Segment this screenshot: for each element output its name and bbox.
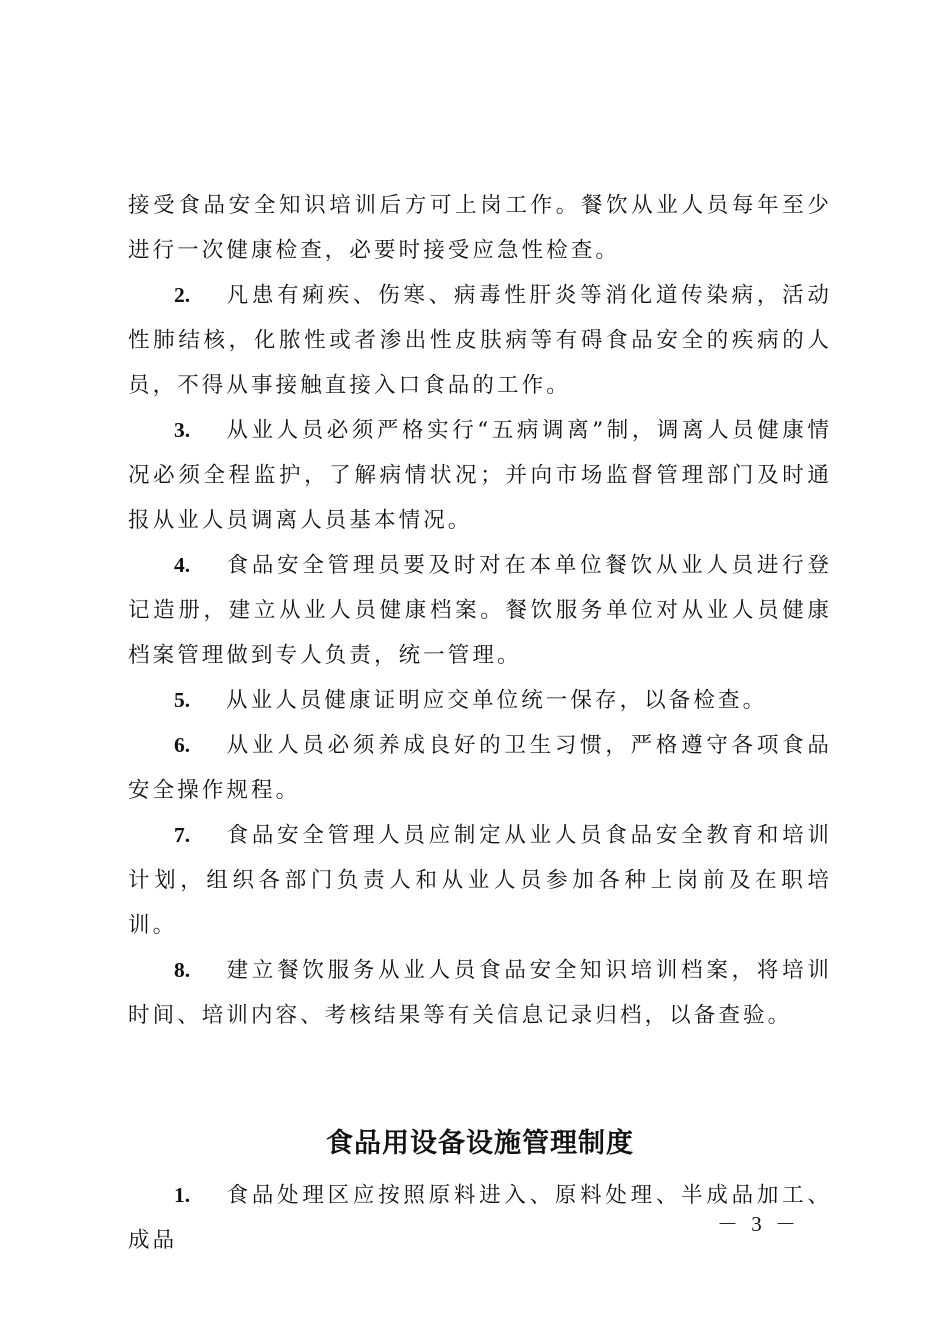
item-text: 食品处理区应按照原料进入、原料处理、半成品加工、成品 bbox=[128, 1183, 832, 1253]
item-number: 3. bbox=[174, 418, 191, 442]
list-item-4 bbox=[128, 543, 832, 678]
item-number: 6. bbox=[174, 733, 191, 757]
item-text: 建立餐饮服务从业人员食品安全知识培训档案，将培训时间、培训内容、考核结果等有关信息记录归档，以备查验。 bbox=[128, 958, 832, 1028]
page-number: － 3 － bbox=[717, 1212, 800, 1236]
list-item-3 bbox=[128, 408, 832, 543]
item-text: 从业人员必须严格实行“五病调离”制，调离人员健康情况必须全程监护，了解病情状况；并向市场监督管理部门及时通报从业人员调离人员基本情况。 bbox=[128, 418, 832, 533]
item-number: 7. bbox=[174, 823, 191, 847]
list-item-6 bbox=[128, 723, 832, 813]
list-item-5 bbox=[128, 678, 832, 723]
list-item-7 bbox=[128, 813, 832, 948]
item-text: 从业人员健康证明应交单位统一保存，以备检查。 bbox=[226, 688, 768, 713]
item-number: 5. bbox=[174, 688, 191, 712]
item-text: 食品安全管理员要及时对在本单位餐饮从业人员进行登记造册，建立从业人员健康档案。餐饮服务单位对从业人员健康档案管理做到专人负责，统一管理。 bbox=[128, 553, 832, 668]
section-heading bbox=[128, 1124, 832, 1164]
item-text: 从业人员必须养成良好的卫生习惯，严格遵守各项食品安全操作规程。 bbox=[128, 733, 832, 803]
item-text: 凡患有痢疾、伤寒、病毒性肝炎等消化道传染病，活动性肺结核，化脓性或者渗出性皮肤病等有碍食品安全的疾病的人员，不得从事接触直接入口食品的工作。 bbox=[128, 283, 832, 398]
item-number: 2. bbox=[174, 283, 191, 307]
document-body bbox=[128, 183, 832, 1263]
item-number: 4. bbox=[174, 553, 191, 577]
item-text: 食品安全管理人员应制定从业人员食品安全教育和培训计划，组织各部门负责人和从业人员参加各种上岗前及在职培训。 bbox=[128, 823, 832, 938]
section-spacer bbox=[128, 1038, 832, 1124]
item-number: 1. bbox=[174, 1183, 191, 1207]
continuation-paragraph: 接受食品安全知识培训后方可上岗工作。餐饮从业人员每年至少进行一次健康检查，必要时接受应急性检查。 bbox=[128, 193, 832, 263]
list-item-2 bbox=[128, 273, 832, 408]
list-item-8 bbox=[128, 948, 832, 1038]
item-number: 8. bbox=[174, 958, 191, 982]
section-title: 食品用设备设施管理制度 bbox=[326, 1128, 634, 1159]
